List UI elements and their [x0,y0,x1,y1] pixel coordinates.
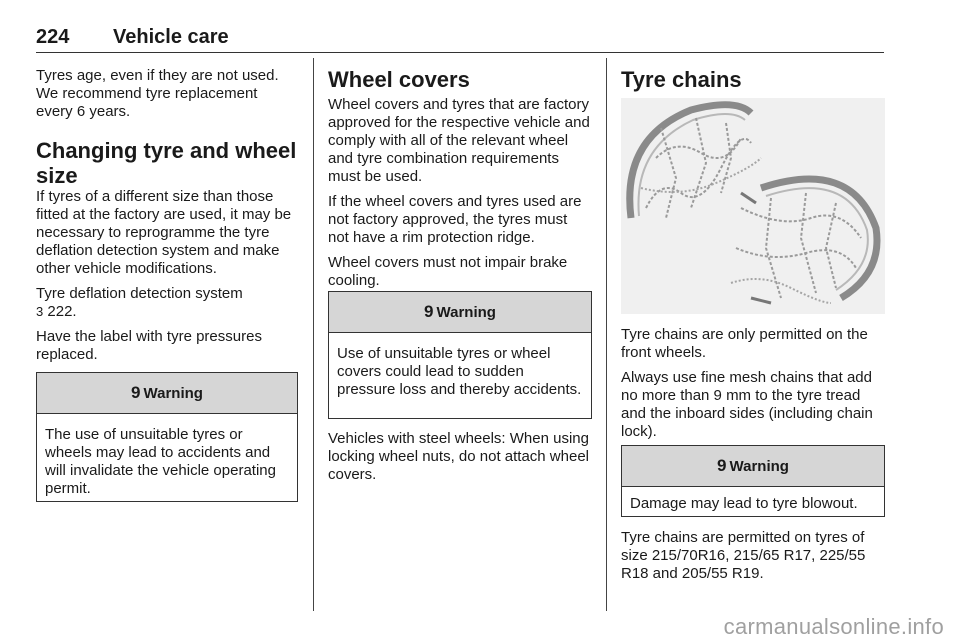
section-heading-tyre-size: Changing tyre and wheel size [36,138,297,188]
paragraph: Tyre chains are only permitted on the front wheels. [621,326,868,361]
tyre-chains-illustration [621,98,885,314]
paragraph: Wheel covers and tyres that are factory approved for the respective vehicle and comply with all of the relevant wheel and tyre combination requirements must be used. [328,96,590,185]
warning-title: Warning [143,384,203,402]
warning-box-tyres [36,372,298,502]
column-2-lower [328,430,592,491]
warning-title: Warning [729,457,789,475]
paragraph: Tyre chains are permitted on tyres of size 215/70R16, 215/65 R17, 225/55 R18 and 205/55 R19. [621,529,866,582]
warning-triangle-icon: 9 [131,383,141,402]
paragraph: Have the label with tyre pressures replaced. [36,328,262,363]
warning-box-tyre-chains [621,445,885,517]
column-divider-1 [313,58,314,611]
column-3-text [621,326,885,448]
reference-arrow-icon: 3 [36,304,44,319]
warning-header [329,292,591,333]
column-3-lower [621,529,885,590]
warning-header [622,446,884,487]
column-1 [36,67,298,371]
header-divider [36,52,884,53]
warning-header [37,373,297,414]
warning-triangle-icon: 9 [717,456,727,475]
section-heading-tyre-chains: Tyre chains [621,67,742,92]
watermark: carmanualsonline.info [723,614,944,639]
warning-box-wheel-covers [328,291,592,419]
section-heading-wheel-covers: Wheel covers [328,67,470,92]
column-3 [621,67,885,92]
paragraph: Wheel covers must not impair brake cooling. [328,254,568,289]
warning-body: The use of unsuitable tyres or wheels may lead to accidents and will invalidate the vehicle operating permit. [45,426,276,497]
warning-title: Warning [436,303,496,321]
paragraph: Vehicles with steel wheels: When using locking wheel nuts, do not attach wheel covers. [328,430,589,483]
cross-reference [36,285,298,321]
column-divider-2 [606,58,607,611]
warning-body: Damage may lead to tyre blowout. [630,495,858,512]
paragraph: Always use fine mesh chains that add no more than 9 mm to the tyre tread and the inboard sides (including chain lock). [621,369,873,440]
paragraph: If the wheel covers and tyres used are not factory approved, the tyres must not have a rim protection ridge. [328,193,582,246]
warning-body: Use of unsuitable tyres or wheel covers could lead to sudden pressure loss and thereby accidents. [337,345,582,398]
chapter-title: Vehicle care [113,26,229,48]
page-number: 224 [36,26,70,48]
warning-triangle-icon: 9 [424,302,434,321]
paragraph: If tyres of a different size than those fitted at the factory are used, it may be necessary to reprogramme the tyre deflation detection system and make other vehicle modifications. [36,188,292,277]
intro-text: Tyres age, even if they are not used. We recommend tyre replacement every 6 years. [36,67,279,120]
column-2 [328,67,592,297]
reference-page-link[interactable]: 222. [47,303,77,320]
reference-text: Tyre deflation detection system [36,285,243,302]
